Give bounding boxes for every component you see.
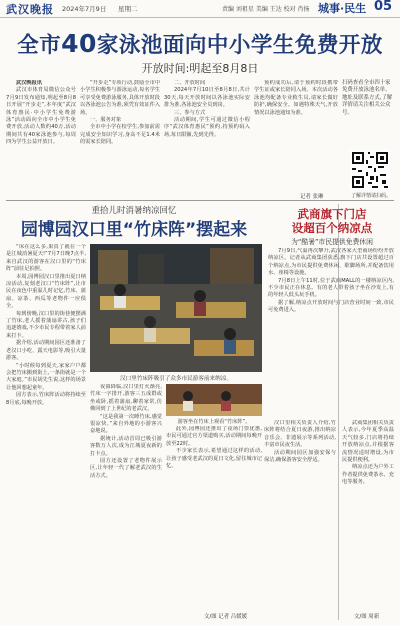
- paragraph: 活动期间园区加强安保与保洁,确保游客安全舒适。: [264, 449, 336, 464]
- photo2-caption: 游客坐在竹床上观看“竹床阵”。: [177, 419, 251, 425]
- qr-code-icon[interactable]: [350, 150, 390, 190]
- story3-column-2: [342, 420, 394, 606]
- paragraph: 据了解,纳凉点开放时间与门店营业时间一致,市民可免费进入。: [268, 299, 394, 314]
- story2-column-4: [264, 420, 336, 620]
- paragraph: 汉口里相关负责人介绍,竹床阵将结合夏日夜游,推出纳凉音乐会、非遗展示等系列活动,丰富市民夜生活。: [264, 420, 336, 449]
- paragraph: 7月9日,气温再次攀升,武汉各家大型商场纷纷开放纳凉区。记者从武商集团获悉,旗下门店共设置超过百个纳凉点,为市民提供免费休闲、歇脚场所,并配备饮用水、座椅等设施。: [268, 248, 394, 277]
- story3-headline-line2: 设超百个纳凉点: [291, 221, 373, 235]
- story2-column-1: [6, 244, 86, 620]
- paragraph: 夜幕降临,汉口里灯火渐亮,竹床一字排开,游客三五成群或坐或卧,摇着蒲扇,聊着家常,仿佛回到了上世纪的老武汉。: [90, 384, 162, 413]
- paragraph: 二、开放时间: [174, 80, 206, 86]
- paragraph: 活动期间,学生可通过微信小程序“武汉体育惠民”预约,持预约码入场,每日限额,先到先得。: [164, 117, 250, 138]
- lead-byline: 记者 张琳: [300, 194, 324, 200]
- story3-column-1: [268, 248, 394, 414]
- section-name: 城事·民生: [318, 2, 367, 15]
- paragraph: “开步走”专项行动,鼓励全市中小学生积极参与游泳运动,每名学生可享受免费游泳服务,具体开放时段以各泳池公告为准,须凭有效证件入场。: [80, 80, 160, 116]
- publication-date: 2024年7月9日: [62, 5, 107, 13]
- lead-column-3: [164, 80, 250, 172]
- paragraph: “这是我第一次睡竹床,感觉很凉快。”来自外地的小游客兴奋地说。: [90, 413, 162, 435]
- lead-column-2: [80, 80, 160, 172]
- paragraph: 7月8日上午11时,位于武商MALL的一楼纳凉区内,不少市民正在休息。有的老人带着孩子坐在沙发上,有的年轻人低头玩手机。: [268, 277, 394, 299]
- paragraph: 预约成功后,请于预约时段携带学生证或家长陪同入场。本次活动各泳池均配备专业救生员,请家长做好防护,确保安全。如遇特殊天气,开放情况以泳池通知为准。: [254, 80, 338, 116]
- editor-credits: 责编 刘祖星 美编 王达 校对 肖扬: [222, 6, 310, 13]
- paragraph: 园方表示,竹床阵活动将持续至8月底,每晚开放。: [6, 392, 86, 406]
- story3-kicker: 为“酷暑”市民提供免费休闲: [291, 238, 373, 246]
- paragraph: 三、参与方式: [174, 109, 206, 116]
- story2-column-3: [166, 426, 262, 618]
- bamboo-bed-photo: [90, 244, 262, 372]
- paragraph: 一、服务对象: [90, 117, 122, 124]
- publication-weekday: 星期二: [118, 5, 138, 13]
- story2-headline: 园博园汉口里“竹床阵”摆起来: [20, 220, 248, 240]
- lead-headline-number: 40: [61, 29, 97, 58]
- paragraph: 武汉市体育局微信公众号7月9日发布通知,明起至8月8日开展“开步走”,本年度“武汉体育惠民·中小学生免费游泳”活动面向全市中小学生免费开放,活动人数约40万,活动期间共有40家泳池参与,每周四为学生公益开放日。: [6, 87, 76, 146]
- story3-byline: 文/图 周新: [354, 614, 380, 620]
- section-divider: [6, 200, 394, 201]
- qr-caption: 了解详情请扫码。: [350, 193, 391, 199]
- paragraph: 据统计,活动首周已吸引游客数万人次,成为江城夏夜新的打卡点。: [90, 435, 162, 457]
- story2-byline: 文/图 记者 吕媛媛: [204, 614, 247, 620]
- qr-label: 扫码查看全市四十家免费开放泳池名单、地址及联系方式,了解详情请关注相关公众号。: [342, 80, 393, 116]
- newspaper-logo: 武汉晚报: [6, 3, 54, 16]
- page-number: 05: [374, 0, 393, 14]
- paragraph: 武商集团相关负责人表示,今年夏季高温天气较多,门店将持续开放纳凉点,并根据客流情况适时增设,为市民提供便利。: [342, 420, 394, 464]
- story2-kicker: 重拾儿时消暑纳凉回忆: [91, 206, 177, 216]
- lead-column-4: [254, 80, 338, 172]
- paragraph: 全市中小学在校学生,参加前需完成安全知识学习,身高不足1.4米的需家长陪同。: [80, 124, 160, 146]
- qr-info: [342, 80, 394, 117]
- paragraph: 2024年7月10日至8月8日,共计30天,每天开放时间以各泳池实际安排为准,各泳池安全员到岗。: [164, 87, 250, 109]
- masthead: [0, 0, 400, 18]
- paragraph: 每到傍晚,汉口里的街巷便摆满了竹床,老人摇着蒲扇讲古,孩子们追逐嬉戏,不少市民专程带着家人前来打卡。: [6, 310, 86, 339]
- paragraph: 据介绍,活动期间园区还准备了老汉口小吃、露天电影等,吸引大量游客。: [6, 340, 86, 362]
- paragraph: 此外,园博园还推出了夜场门票优惠,市民可通过官方渠道购买,活动期间每晚开放至22时。: [166, 426, 262, 447]
- paragraph: 纳凉点还为户外工作者提供免费茶水、充电等服务。: [342, 464, 394, 486]
- lead-headline: [0, 28, 400, 59]
- visitors-photo: [166, 384, 262, 416]
- paragraph: 不少家长表示,希望通过这样的活动,让孩子感受老武汉的夏日文化,留住城市记忆。: [166, 448, 262, 470]
- paragraph: “床在这么多,果真了就在一个是江城消暑夏天!”7月7日晚7点半,来自武汉的游客在汉口里的“竹床阵”前驻足拍照。: [6, 244, 86, 273]
- paragraph: “小时候每到夏天,家家户户都会把竹床搬到街上,一条街就是一个大家庭。”市民胡先生说,这样的场景让他回想起童年。: [6, 362, 86, 391]
- story3-headline-line1: 武商旗下门店: [297, 207, 367, 221]
- story2-column-2: [90, 384, 162, 620]
- paragraph: 园方还设置了老物件展示区,让年轻一代了解老武汉的生活方式。: [90, 458, 162, 479]
- photo1-caption: 汉口里竹床阵吸引了众多市民游客前来纳凉。: [120, 376, 232, 382]
- paragraph: 武汉晚报讯: [16, 80, 42, 86]
- paragraph: 本周,园博园汉口里推出夏日纳凉活动,复刻老汉口“竹床阵”,让市民在夜色中重温儿时记忆,竹床、蒲扇、凉茶、西瓜等老物件一应俱全。: [6, 273, 86, 310]
- lead-column-1: [6, 80, 76, 172]
- lead-subheadline: 开放时间:明起至8月8日: [141, 62, 259, 75]
- lead-headline-pre: 全市: [17, 33, 62, 58]
- lead-headline-post: 家泳池面向中小学生免费开放: [96, 33, 383, 58]
